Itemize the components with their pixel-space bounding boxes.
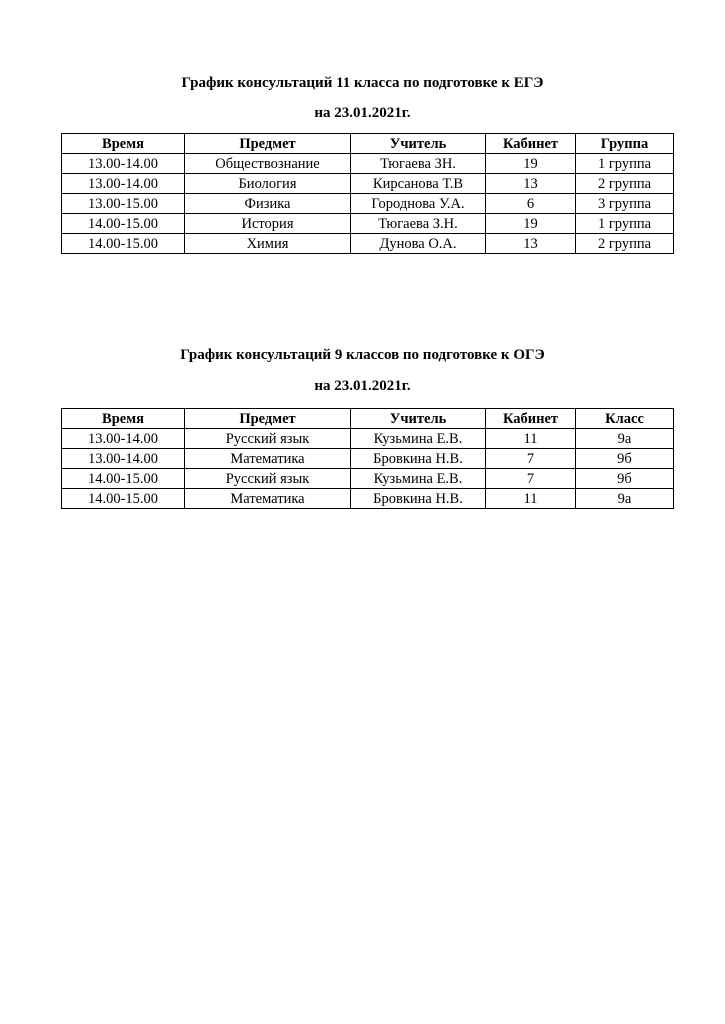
cell-room: 13 (486, 174, 576, 194)
cell-subject: Математика (185, 489, 351, 509)
table-row (62, 429, 674, 449)
table-row (62, 174, 674, 194)
cell-group: 3 группа (576, 194, 674, 214)
section1-title: График консультаций 11 класса по подготовке к ЕГЭ (181, 75, 544, 91)
cell-room: 7 (486, 469, 576, 489)
cell-class: 9б (576, 469, 674, 489)
cell-time: 14.00-15.00 (62, 214, 185, 234)
cell-room: 13 (486, 234, 576, 254)
cell-room: 11 (486, 429, 576, 449)
cell-teacher: Тюгаева З.Н. (351, 214, 486, 234)
header-subject: Предмет (185, 409, 351, 429)
table-row (62, 234, 674, 254)
cell-teacher: Бровкина Н.В. (351, 449, 486, 469)
cell-room: 19 (486, 214, 576, 234)
table-header-row (62, 409, 674, 429)
table-header-row (62, 134, 674, 154)
header-teacher: Учитель (351, 134, 486, 154)
cell-teacher: Кузьмина Е.В. (351, 469, 486, 489)
section1-date: на 23.01.2021г. (314, 105, 411, 121)
table-row (62, 469, 674, 489)
ege-schedule-table (61, 133, 674, 254)
cell-teacher: Тюгаева ЗН. (351, 154, 486, 174)
cell-class: 9а (576, 489, 674, 509)
table-row (62, 194, 674, 214)
cell-subject: Биология (185, 174, 351, 194)
cell-group: 2 группа (576, 234, 674, 254)
table-row (62, 154, 674, 174)
cell-subject: Физика (185, 194, 351, 214)
table-row (62, 449, 674, 469)
cell-time: 13.00-14.00 (62, 429, 185, 449)
header-teacher: Учитель (351, 409, 486, 429)
header-subject: Предмет (185, 134, 351, 154)
cell-room: 6 (486, 194, 576, 214)
cell-group: 1 группа (576, 154, 674, 174)
header-room: Кабинет (486, 134, 576, 154)
cell-subject: Обществознание (185, 154, 351, 174)
cell-time: 13.00-14.00 (62, 174, 185, 194)
cell-time: 14.00-15.00 (62, 234, 185, 254)
cell-teacher: Кирсанова Т.В (351, 174, 486, 194)
section2-title: График консультаций 9 классов по подготовке к ОГЭ (180, 347, 545, 363)
cell-class: 9б (576, 449, 674, 469)
cell-teacher: Дунова О.А. (351, 234, 486, 254)
cell-subject: История (185, 214, 351, 234)
header-class: Класс (576, 409, 674, 429)
header-time: Время (62, 134, 185, 154)
oge-schedule-table (61, 408, 674, 509)
header-room: Кабинет (486, 409, 576, 429)
cell-class: 9а (576, 429, 674, 449)
cell-room: 7 (486, 449, 576, 469)
cell-subject: Русский язык (185, 469, 351, 489)
cell-room: 19 (486, 154, 576, 174)
cell-subject: Химия (185, 234, 351, 254)
cell-time: 13.00-15.00 (62, 194, 185, 214)
cell-teacher: Городнова У.А. (351, 194, 486, 214)
cell-time: 13.00-14.00 (62, 154, 185, 174)
cell-teacher: Кузьмина Е.В. (351, 429, 486, 449)
cell-group: 2 группа (576, 174, 674, 194)
section2-date: на 23.01.2021г. (314, 378, 411, 394)
cell-subject: Математика (185, 449, 351, 469)
table-row (62, 214, 674, 234)
cell-time: 13.00-14.00 (62, 449, 185, 469)
cell-time: 14.00-15.00 (62, 489, 185, 509)
cell-subject: Русский язык (185, 429, 351, 449)
table-row (62, 489, 674, 509)
header-time: Время (62, 409, 185, 429)
cell-time: 14.00-15.00 (62, 469, 185, 489)
cell-teacher: Бровкина Н.В. (351, 489, 486, 509)
header-group: Группа (576, 134, 674, 154)
cell-group: 1 группа (576, 214, 674, 234)
cell-room: 11 (486, 489, 576, 509)
